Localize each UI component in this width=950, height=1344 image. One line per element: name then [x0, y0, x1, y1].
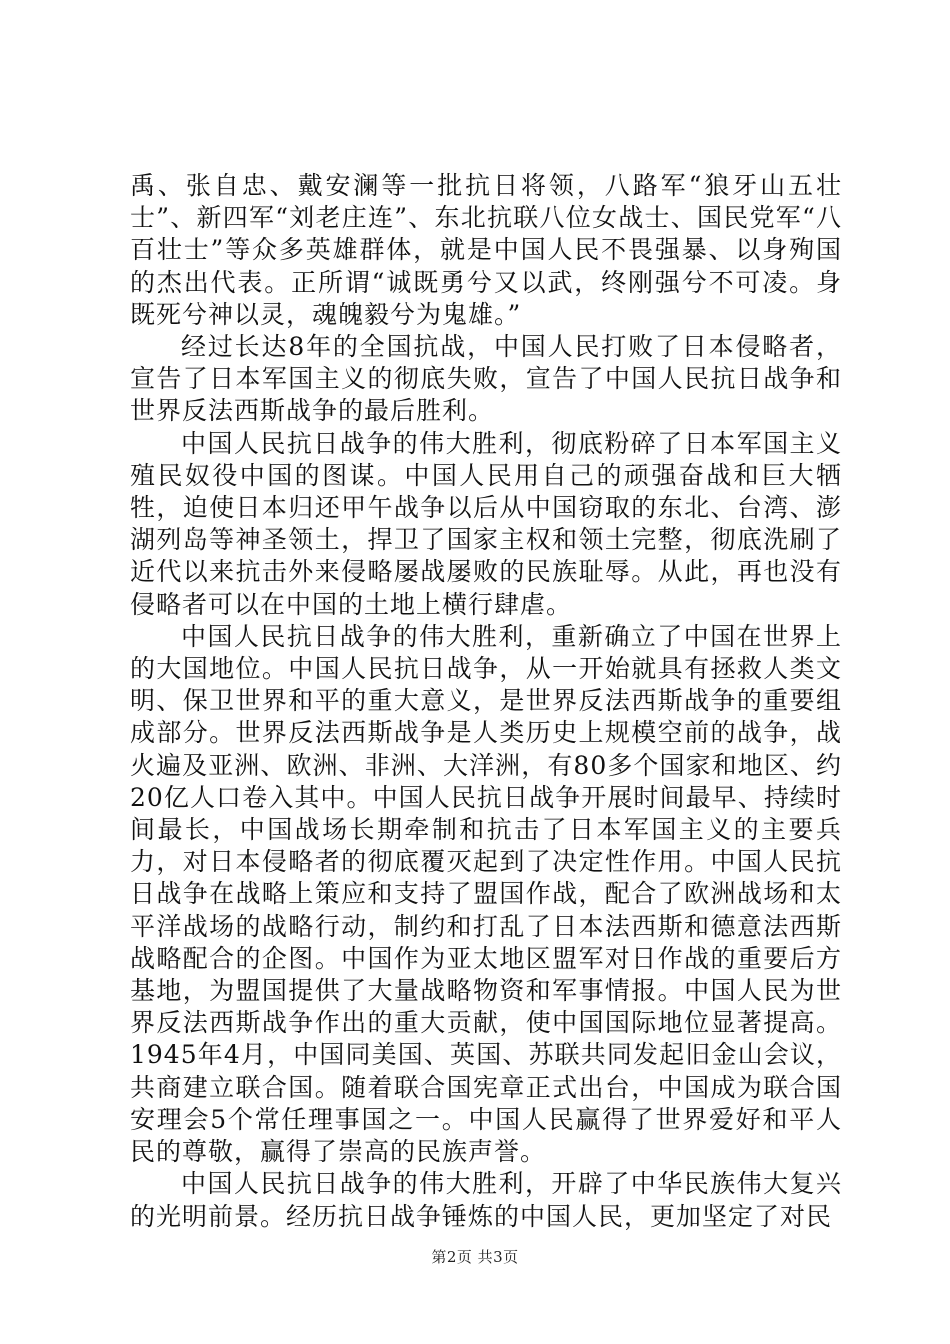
- document-body: [130, 170, 842, 1233]
- paragraph-sovereignty: 中国人民抗日战争的伟大胜利，彻底粉碎了日本军国主义殖民奴役中国的图谋。中国人民用自己的顽强奋战和巨大牺牲，迫使日本归还甲午战争以后从中国窃取的东北、台湾、澎湖列岛等神圣领土，捍卫了国家主权和领土完整，彻底洗刷了近代以来抗击外来侵略屡战屡败的民族耻辱。从此，再也没有侵略者可以在中国的土地上横行肆虐。: [130, 428, 842, 619]
- paragraph-status: 中国人民抗日战争的伟大胜利，重新确立了中国在世界上的大国地位。中国人民抗日战争，从一开始就具有拯救人类文明、保卫世界和平的重大意义，是世界反法西斯战争的重要组成部分。世界反法西斯战争是人类历史上规模空前的战争，战火遍及亚洲、欧洲、非洲、大洋洲，有80多个国家和地区、约20亿人口卷入其中。中国人民抗日战争开展时间最早、持续时间最长，中国战场长期牵制和抗击了日本军国主义的主要兵力，对日本侵略者的彻底覆灭起到了决定性作用。中国人民抗日战争在战略上策应和支持了盟国作战，配合了欧洲战场和太平洋战场的战略行动，制约和打乱了日本法西斯和德意法西斯战略配合的企图。中国作为亚太地区盟军对日作战的重要后方基地，为盟国提供了大量战略物资和军事情报。中国人民为世界反法西斯战争作出的重大贡献，使中国国际地位显著提高。1945年4月，中国同美国、英国、苏联共同发起旧金山会议，共商建立联合国。随着联合国宪章正式出台，中国成为联合国安理会5个常任理事国之一。中国人民赢得了世界爱好和平人民的尊敬，赢得了崇高的民族声誉。: [130, 621, 842, 1167]
- paragraph-rejuvenation: 中国人民抗日战争的伟大胜利，开辟了中华民族伟大复兴的光明前景。经历抗日战争锤炼的中国人民，更加坚定了对民: [130, 1169, 842, 1231]
- paragraph-victory: 经过长达8年的全国抗战，中国人民打败了日本侵略者，宣告了日本军国主义的彻底失败，宣告了中国人民抗日战争和世界反法西斯战争的最后胜利。: [130, 332, 842, 426]
- paragraph-continuation: 禹、张自忠、戴安澜等一批抗日将领，八路军“狼牙山五壮士”、新四军“刘老庄连”、东北抗联八位女战士、国民党军“八百壮士”等众多英雄群体，就是中国人民不畏强暴、以身殉国的杰出代表。正所谓“诚既勇兮又以武，终刚强兮不可凌。身既死兮神以灵，魂魄毅兮为鬼雄。”: [130, 171, 842, 329]
- page-number-footer: 第2页 共3页: [431, 1248, 519, 1266]
